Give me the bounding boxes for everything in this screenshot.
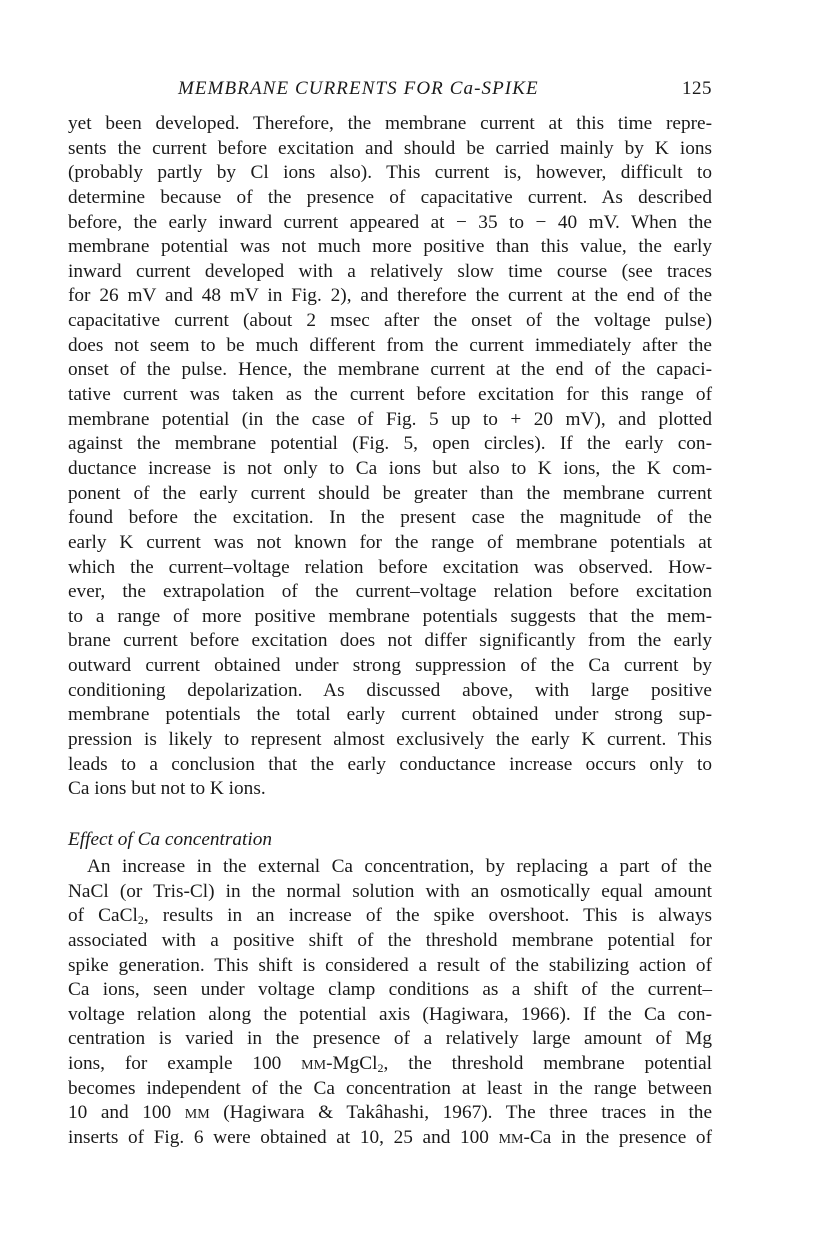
- text-line: tative current was taken as the current before excitation for this range of: [68, 384, 712, 406]
- text-line: ever, the extrapolation of the current–voltage relation before excitation: [68, 581, 712, 603]
- text-line: leads to a conclusion that the early conductance increase occurs only to: [68, 753, 712, 775]
- body-paragraph-1: [68, 112, 712, 802]
- text-line: spike generation. This shift is considered a result of the stabilizing action of: [68, 954, 712, 976]
- text-line: conditioning depolarization. As discussed above, with large positive: [68, 679, 712, 701]
- text-line: sents the current before excitation and should be carried mainly by K ions: [68, 137, 712, 159]
- text-line: which the current–voltage relation before excitation was observed. How-: [68, 556, 712, 578]
- text-line: determine because of the presence of capacitative current. As described: [68, 186, 712, 208]
- text-line: centration is varied in the presence of a relatively large amount of Mg: [68, 1028, 712, 1050]
- body-paragraph-2: [68, 855, 712, 1151]
- text-line: 10 and 100 mm (Hagiwara & Takâhashi, 1967). The three traces in the: [68, 1102, 712, 1124]
- text-line: pression is likely to represent almost exclusively the early K current. This: [68, 729, 712, 751]
- text-line: does not seem to be much different from the current immediately after the: [68, 334, 712, 356]
- text-line: found before the excitation. In the present case the magnitude of the: [68, 507, 712, 529]
- text-line: An increase in the external Ca concentration, by replacing a part of the: [87, 855, 712, 877]
- text-line: early K current was not known for the range of membrane potentials at: [68, 531, 712, 553]
- text-line: becomes independent of the Ca concentration at least in the range between: [68, 1077, 712, 1099]
- text-line: Ca ions, seen under voltage clamp conditions as a shift of the current–: [68, 979, 712, 1001]
- text-line: brane current before excitation does not differ significantly from the early: [68, 630, 712, 652]
- text-line: inward current developed with a relatively slow time course (see traces: [68, 260, 712, 282]
- text-line: (probably partly by Cl ions also). This current is, however, difficult to: [68, 162, 712, 184]
- text-line: ductance increase is not only to Ca ions but also to K ions, the K com-: [68, 457, 712, 479]
- text-line: of CaCl$_2$, results in an increase of the spike overshoot. This is always: [68, 905, 712, 928]
- text-line: Ca ions but not to K ions.: [68, 778, 266, 800]
- text-line: outward current obtained under strong suppression of the Ca current by: [68, 655, 712, 677]
- text-line: for 26 mV and 48 mV in Fig. 2), and therefore the current at the end of the: [68, 285, 712, 307]
- text-line: yet been developed. Therefore, the membrane current at this time repre-: [68, 113, 712, 134]
- journal-page: [68, 74, 712, 1151]
- page-number: 125: [682, 78, 712, 99]
- text-line: NaCl (or Tris-Cl) in the normal solution with an osmotically equal amount: [68, 880, 712, 902]
- text-line: onset of the pulse. Hence, the membrane current at the end of the capaci-: [68, 359, 712, 381]
- text-line: inserts of Fig. 6 were obtained at 10, 25 and 100 mm-Ca in the presence of: [68, 1126, 712, 1148]
- running-head: [68, 74, 712, 106]
- text-line: ponent of the early current should be greater than the membrane current: [68, 482, 712, 504]
- text-line: ions, for example 100 mm-MgCl$_2$, the threshold membrane potential: [68, 1053, 712, 1076]
- text-line: membrane potentials the total early current obtained under strong sup-: [68, 704, 712, 726]
- text-line: to a range of more positive membrane potentials suggests that the mem-: [68, 605, 712, 627]
- section-heading: Effect of Ca concentration: [68, 828, 273, 850]
- text-line: before, the early inward current appeared at − 35 to − 40 mV. When the: [68, 211, 712, 233]
- text-line: associated with a positive shift of the threshold membrane potential for: [68, 929, 712, 951]
- running-title: MEMBRANE CURRENTS FOR Ca-SPIKE: [178, 78, 539, 99]
- text-line: against the membrane potential (Fig. 5, open circles). If the early con-: [68, 433, 712, 455]
- text-line: voltage relation along the potential axis (Hagiwara, 1966). If the Ca con-: [68, 1003, 712, 1025]
- text-line: capacitative current (about 2 msec after the onset of the voltage pulse): [68, 310, 712, 332]
- text-line: membrane potential (in the case of Fig. 5 up to + 20 mV), and plotted: [68, 408, 712, 430]
- text-line: membrane potential was not much more positive than this value, the early: [68, 236, 712, 258]
